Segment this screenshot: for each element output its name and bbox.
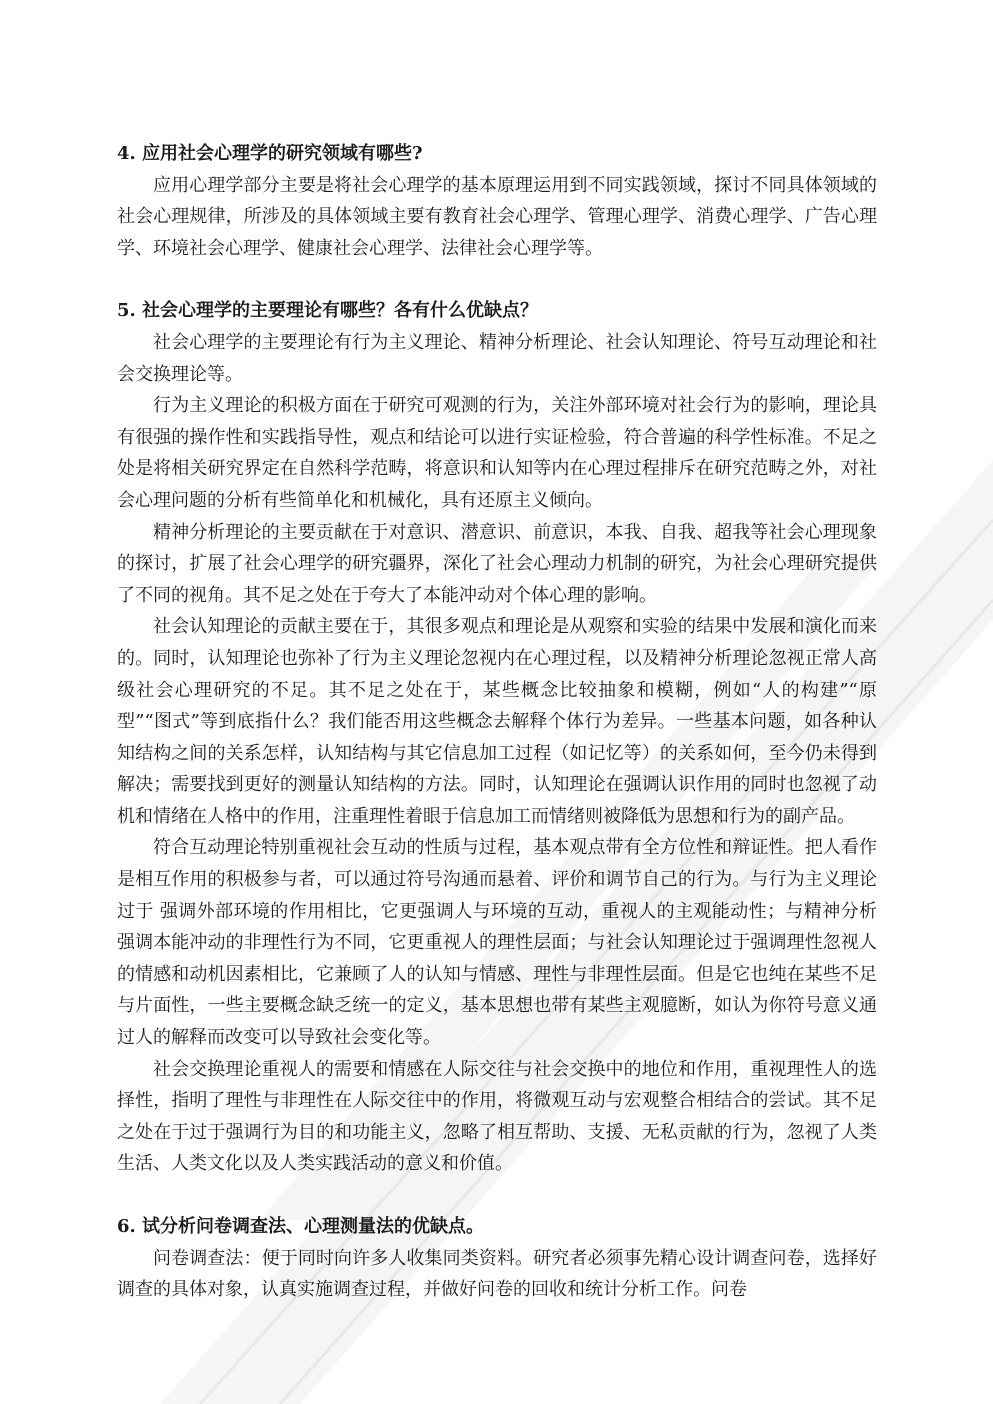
- answer-paragraph: 社会心理学的主要理论有行为主义理论、精神分析理论、社会认知理论、符号互动理论和社会交换理论等。: [117, 331, 877, 385]
- document-body: [117, 138, 877, 1306]
- answer-paragraph: 社会认知理论的贡献主要在于，其很多观点和理论是从观察和实验的结果中发展和演化而来的。同时，认知理论也弥补了行为主义理论忽视内在心理过程，以及精神分析理论忽视正常人高级社会心理研究的不足。其不足之处在于，某些概念比较抽象和模糊，例如“人的构建”“原型”“图式”等到底指什么？我们能否用这些概念去解释个体行为差异。一些基本问题，如各种认知结构之间的关系怎样，认知结构与其它信息加工过程（如记忆等）的关系如何，至今仍未得到解决；需要找到更好的测量认知结构的方法。同时，认知理论在强调认识作用的同时也忽视了动机和情绪在人格中的作用，注重理性着眼于信息加工而情绪则被降低为思想和行为的副产品。: [117, 616, 877, 827]
- answer-paragraph: 符合互动理论特别重视社会互动的性质与过程，基本观点带有全方位性和辩证性。把人看作是相互作用的积极参与者，可以通过符号沟通而悬着、评价和调节自己的行为。与行为主义理论过于 强调外部环境的作用相比，它更强调人与环境的互动，重视人的主观能动性；与精神分析强调本能冲动的非理性行为不同，它更重视人的理性层面；与社会认知理论过于强调理性忽视人的情感和动机因素相比，它兼顾了人的认知与情感、理性与非理性层面。但是它也纯在某些不足与片面性，一些主要概念缺乏统一的定义，基本思想也带有某些主观臆断，如认为你符号意义通过人的解释而改变可以导致社会变化等。: [117, 837, 877, 1049]
- answer-paragraph: 应用心理学部分主要是将社会心理学的基本原理运用到不同实践领域，探讨不同具体领域的社会心理规律，所涉及的具体领域主要有教育社会心理学、管理心理学、消费心理学、广告心理学、环境社会心理学、健康社会心理学、法律社会心理学等。: [117, 174, 877, 259]
- question-section-5: [117, 295, 877, 1180]
- answer-paragraph: 精神分析理论的主要贡献在于对意识、潜意识、前意识，本我、自我、超我等社会心理现象的探讨，扩展了社会心理学的研究疆界，深化了社会心理动力机制的研究，为社会心理研究提供了不同的视角。其不足之处在于夸大了本能冲动对个体心理的影响。: [117, 521, 877, 606]
- question-title: 4. 应用社会心理学的研究领域有哪些?: [117, 143, 423, 164]
- answer-paragraph: 行为主义理论的积极方面在于研究可观测的行为，关注外部环境对社会行为的影响，理论具有很强的操作性和实践指导性，观点和结论可以进行实证检验，符合普遍的科学性标准。不足之处是将相关研究界定在自然科学范畴，将意识和认知等内在心理过程排斥在研究范畴之外，对社会心理问题的分析有些简单化和机械化，具有还原主义倾向。: [117, 395, 877, 511]
- answer-paragraph: 社会交换理论重视人的需要和情感在人际交往与社会交换中的地位和作用，重视理性人的选择性，指明了理性与非理性在人际交往中的作用，将微观互动与宏观整合相结合的尝试。其不足之处在于过于强调行为目的和功能主义，忽略了相互帮助、支援、无私贡献的行为，忽视了人类生活、人类文化以及人类实践活动的意义和价值。: [117, 1058, 877, 1175]
- question-title: 5. 社会心理学的主要理论有哪些？各有什么优缺点？: [117, 300, 539, 322]
- answer-paragraph: 问卷调查法：便于同时向许多人收集同类资料。研究者必须事先精心设计调查问卷，选择好调查的具体对象，认真实施调查过程，并做好问卷的回收和统计分析工作。问卷: [117, 1247, 877, 1301]
- question-section-6: [117, 1211, 877, 1306]
- question-title: 6. 试分析问卷调查法、心理测量法的优缺点。: [117, 1216, 485, 1237]
- question-section-4: [117, 138, 877, 264]
